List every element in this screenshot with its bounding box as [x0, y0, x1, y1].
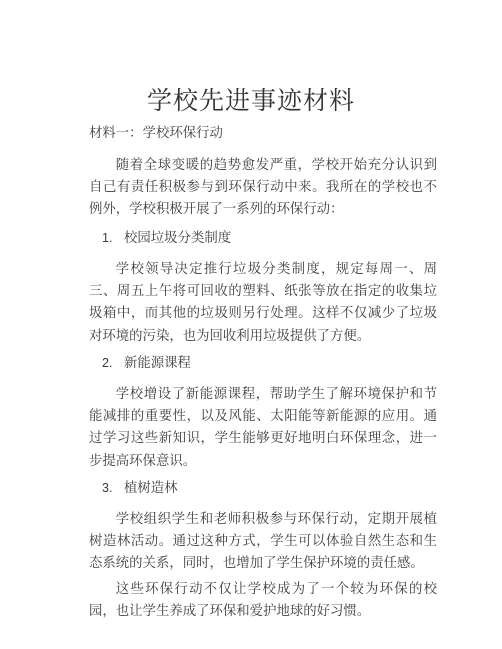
- section-title-3: 植树造林: [124, 481, 178, 496]
- conclusion-paragraph: 这些环保行动不仅让学校成为了一个较为环保的校园，也让学生养成了环保和爱护地球的好习惯。: [89, 582, 437, 620]
- section-title-2: 新能源课程: [124, 356, 191, 371]
- section-heading-2: [89, 352, 437, 375]
- section-number-1: 1.: [102, 231, 113, 245]
- section-body-1: 学校领导决定推行垃圾分类制度，规定每周一、周三、周五上午将可回收的塑料、纸张等放在指定的收集垃圾箱中，而其他的垃圾则另行处理。这样不仅减少了垃圾对环境的污染，也为回收利用垃圾提供了方便。: [89, 262, 437, 344]
- material-heading-text: 材料一：学校环保行动: [89, 126, 223, 141]
- section-number-2: 2.: [102, 356, 113, 370]
- section-body-2: 学校增设了新能源课程，帮助学生了解环境保护和节能减排的重要性，以及风能、太阳能等新能源的应用。通过学习这些新知识，学生能够更好地明白环保理念，进一步提高环保意识。: [89, 387, 437, 469]
- page-title: 学校先进事迹材料: [146, 86, 355, 115]
- section-title-1: 校园垃圾分类制度: [124, 231, 232, 246]
- material-heading: [89, 123, 437, 145]
- intro-paragraph: 随着全球变暖的趋势愈发严重，学校开始充分认识到自己有责任积极参与到环保行动中来。我所在的学校也不例外，学校积极开展了一系列的环保行动：: [89, 158, 437, 218]
- section-heading-3: [89, 477, 437, 500]
- section-heading-1: [89, 227, 437, 250]
- section-body-3: 学校组织学生和老师积极参与环保行动，定期开展植树造林活动。通过这种方式，学生可以体验自然生态和生态系统的关系，同时，也增加了学生保护环境的责任感。: [89, 512, 437, 572]
- section-number-3: 3.: [102, 481, 113, 495]
